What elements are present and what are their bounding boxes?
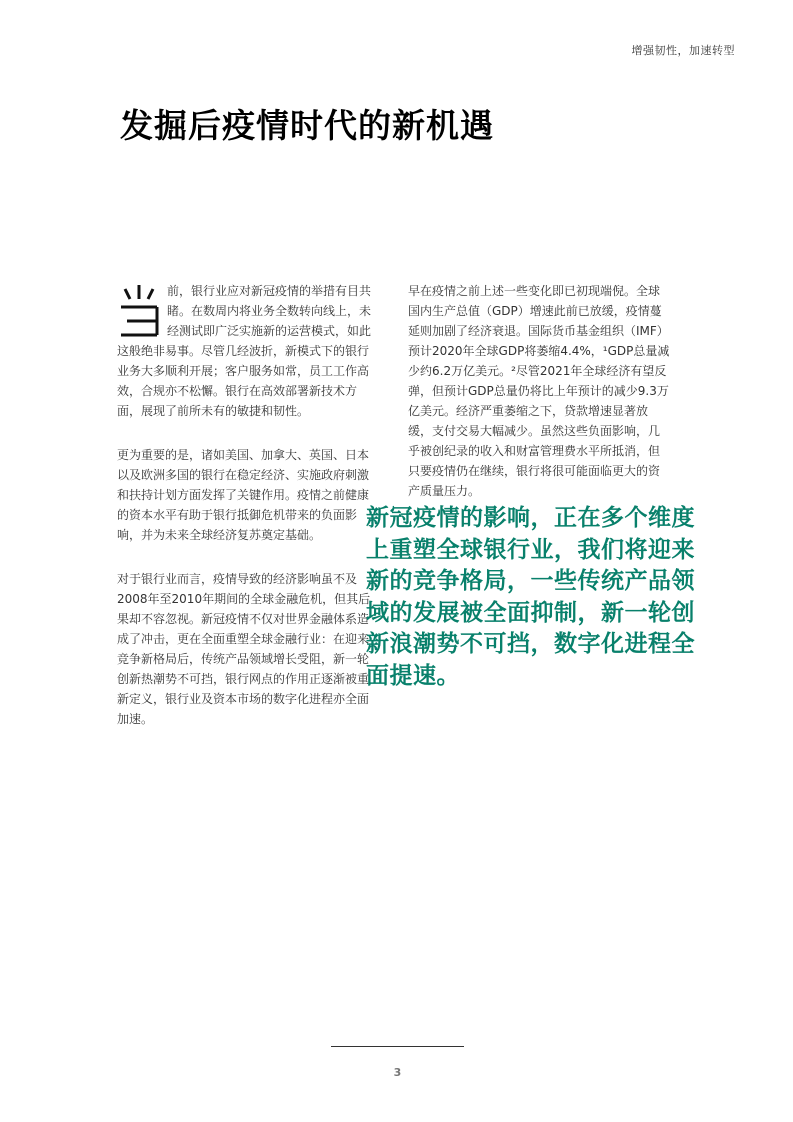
paragraph-text: 前，银行业应对新冠疫情的举措有目共睹。在数周内将业务全数转向线上，未经测试即广泛实施新的运营模式，如此这般绝非易事。尽管几经波折，新模式下的银行业务大多顺利开展；客户服务如常，员工工作高效，合规亦不松懈。银行在高效部署新技术方面，展现了前所未有的敏捷和韧性。 [117, 284, 372, 418]
left-column [117, 281, 377, 753]
pull-quote: 新冠疫情的影响，正在多个维度上重塑全球银行业，我们将迎来新的竞争格局，一些传统产品领域的发展被全面抑制，新一轮创新浪潮势不可挡，数字化进程全面提速。 [366, 505, 695, 689]
running-header: 增强韧性，加速转型 [631, 44, 735, 57]
drop-cap-glyph [117, 283, 161, 341]
page-number: 3 [393, 1066, 402, 1079]
drop-cap [117, 283, 161, 341]
paragraph: 更为重要的是，诸如美国、加拿大、英国、日本以及欧洲多国的银行在稳定经济、实施政府刺激和扶持计划方面发挥了关键作用。疫情之前健康的资本水平有助于银行抵御危机带来的负面影响，并为未来全球经济复苏奠定基础。 [117, 448, 370, 542]
page-title: 发掘后疫情时代的新机遇 [120, 106, 494, 145]
paragraph: 对于银行业而言，疫情导致的经济影响虽不及2008年至2010年期间的全球金融危机，但其后果却不容忽视。新冠疫情不仅对世界金融体系造成了冲击，更在全面重塑全球金融行业：在迎来竞争新格局后，传统产品领域增长受阻，新一轮创新热潮势不可挡，银行网点的作用正逐渐被重新定义，银行业及资本市场的数字化进程亦全面加速。 [117, 572, 371, 726]
paragraph: 早在疫情之前上述一些变化即已初现端倪。全球国内生产总值（GDP）增速此前已放缓，疫情蔓延则加剧了经济衰退。国际货币基金组织（IMF）预计2020年全球GDP将萎缩4.4%，¹GDP总量减少约6.2万亿美元。²尽管2021年全球经济有望反弹，但预计GDP总量仍将比上年预计的减少9.3万亿美元。经济严重萎缩之下，贷款增速显著放缓，支付交易大幅减少。虽然这些负面影响，几乎被创纪录的收入和财富管理费水平所抵消，但只要疫情仍在继续，银行将很可能面临更大的资产质量压力。 [408, 284, 670, 498]
footer-divider [331, 1046, 464, 1047]
right-column [408, 281, 670, 525]
paragraph [117, 281, 377, 421]
